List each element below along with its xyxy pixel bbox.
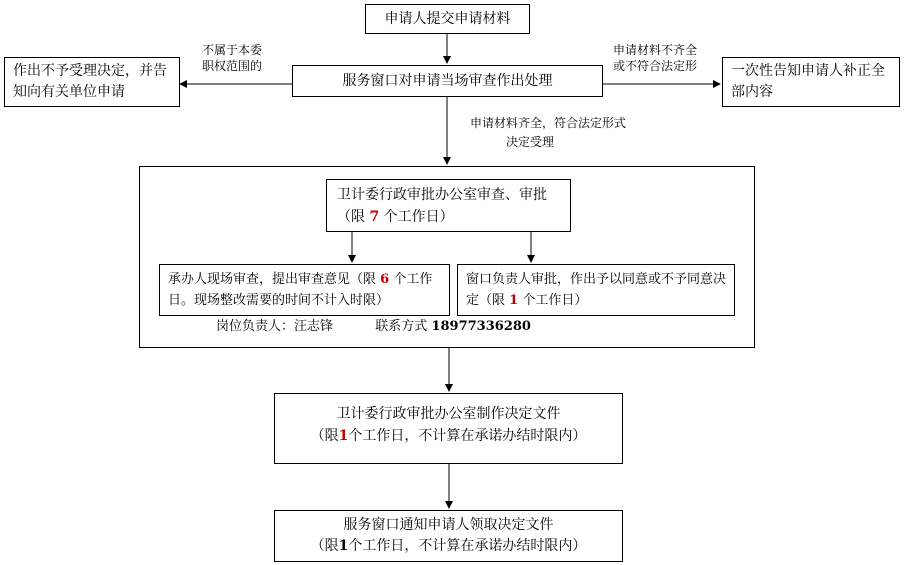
node-notify-collect-suffix: 个工作日，不计算在承诺办结时限内） [348,538,587,554]
contact-person: 岗位负责人：汪志锋 [216,319,334,334]
contact-line [216,318,531,336]
contact-phone: 18977336280 [431,319,531,334]
node-notify-once-text: 一次性告知申请人补正全部内容 [731,63,885,100]
node-make-decision [274,393,623,464]
node-make-decision-line1: 卫计委行政审批办公室制作决定文件 [336,406,561,422]
edge-label-out-of-scope [202,42,262,74]
contact-phone-label: 联系方式 [375,319,428,334]
node-window-process-text: 服务窗口对申请当场审查作出处理 [342,73,553,89]
node-window-head-prefix: 窗口负责人审批，作出予以同意或不予同意决定（限 [466,272,727,308]
node-office-review-prefix: 卫计委行政审批办公室审查、审批（限 [337,187,547,225]
edge-label-out-of-scope-line2: 职权范围的 [202,59,263,73]
node-onsite-review [159,264,450,316]
node-notify-collect-line2 [275,536,622,557]
node-onsite-prefix: 承办人现场审查，提出审查意见（限 [168,272,377,287]
node-submit-materials [365,4,530,34]
edge-label-incomplete [613,42,697,74]
node-reject-text: 作出不予受理决定，并告知向有关单位申请 [13,63,167,100]
node-notify-collect-line1: 服务窗口通知申请人领取决定文件 [343,517,554,533]
node-window-head-approval [457,264,735,316]
node-submit-text: 申请人提交申请材料 [384,11,511,27]
node-window-process [292,65,603,97]
edge-label-incomplete-line2: 或不符合法定形 [613,59,698,73]
node-office-review-days: 7 [369,209,380,225]
node-make-decision-line2 [275,425,622,447]
node-make-decision-days: 1 [338,428,349,444]
node-office-review-suffix: 个工作日） [383,209,454,225]
node-window-head-days: 1 [509,293,519,308]
edge-label-accepted-line1: 申请材料齐全，符合法定形式 [470,116,627,130]
edge-label-incomplete-line1: 申请材料不齐全 [613,43,698,57]
node-onsite-suffix: 个工作日。现场整改需要的时间不计入时限） [168,272,433,308]
node-make-decision-prefix: （限 [310,428,339,444]
edge-label-accepted-line2: 决定受理 [506,135,555,149]
node-notify-once [722,57,900,107]
node-reject [4,57,180,107]
node-window-head-suffix: 个工作日） [522,293,588,308]
edge-label-out-of-scope-line1: 不属于本委 [202,43,263,57]
node-notify-collect-days: 1 [338,538,349,554]
node-make-decision-suffix: 个工作日，不计算在承诺办结时限内） [348,428,587,444]
node-onsite-days: 6 [380,272,390,287]
node-office-review [326,179,571,232]
edge-label-accepted [470,115,626,150]
node-notify-collect [274,510,623,562]
node-notify-collect-prefix: （限 [310,538,339,554]
